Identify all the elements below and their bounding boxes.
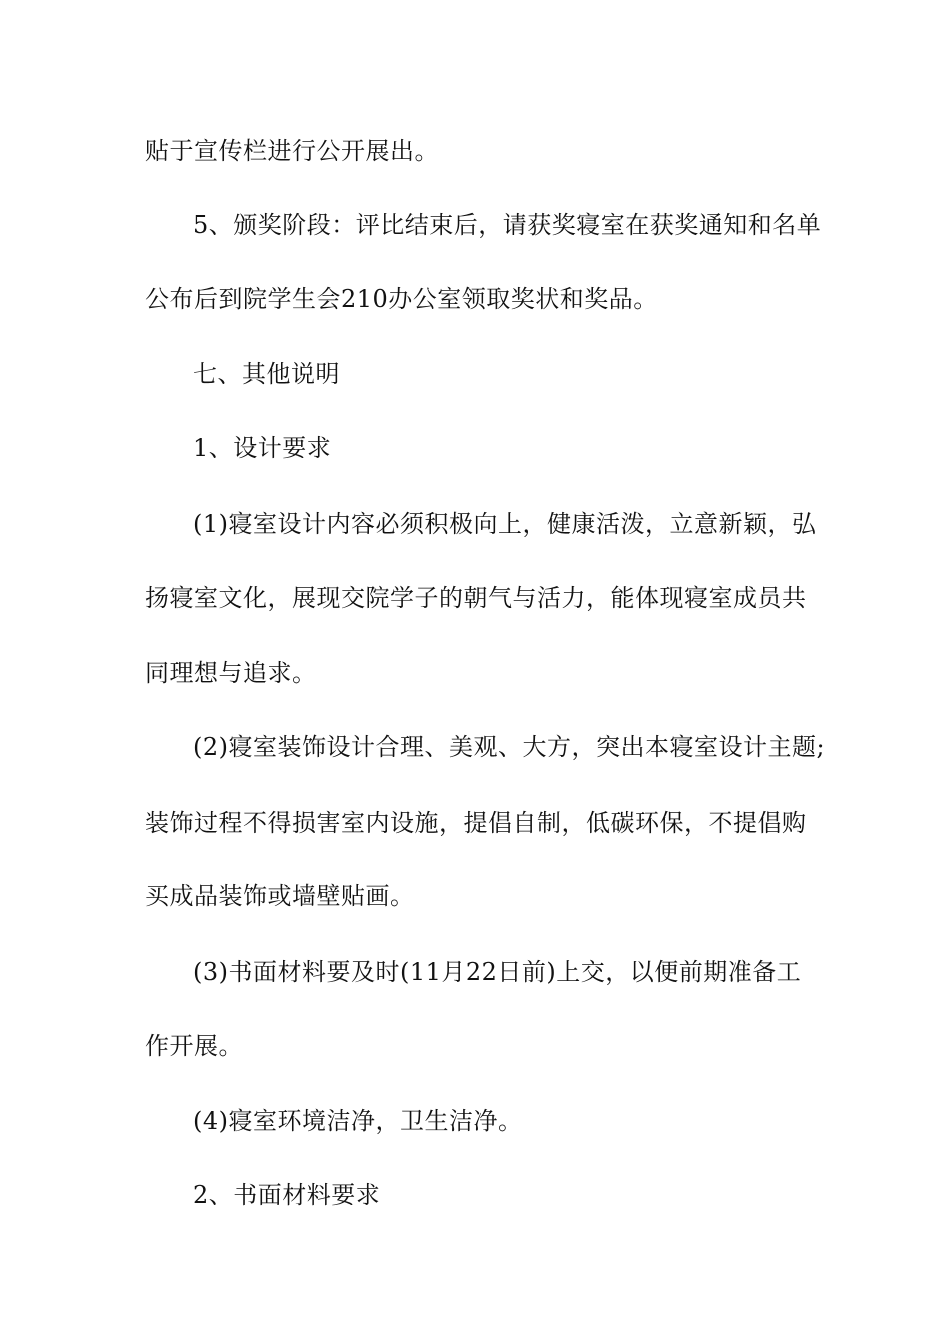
paragraph-line: 贴于宣传栏进行公开展出。 (145, 137, 439, 165)
paragraph-line: (3)书面材料要及时(11月22日前)上交，以便前期准备工 (193, 958, 802, 986)
paragraph-line: 装饰过程不得损害室内设施，提倡自制，低碳环保，不提倡购 (145, 809, 807, 837)
paragraph-line: 作开展。 (145, 1032, 243, 1060)
paragraph-line: 同理想与追求。 (145, 659, 317, 687)
section-heading: 七、其他说明 (193, 360, 340, 388)
paragraph-line: 5、颁奖阶段：评比结束后，请获奖寝室在获奖通知和名单 (193, 211, 822, 239)
paragraph-line: 扬寝室文化，展现交院学子的朝气与活力，能体现寝室成员共 (145, 584, 807, 612)
subsection-heading: 2、书面材料要求 (193, 1181, 381, 1209)
paragraph-line: 公布后到院学生会210办公室领取奖状和奖品。 (145, 285, 658, 313)
paragraph-line: (4)寝室环境洁净，卫生洁净。 (193, 1107, 523, 1135)
subsection-heading: 1、设计要求 (193, 434, 332, 462)
paragraph-line: (1)寝室设计内容必须积极向上，健康活泼，立意新颖，弘 (193, 510, 817, 538)
paragraph-line: (2)寝室装饰设计合理、美观、大方，突出本寝室设计主题; (193, 733, 826, 761)
paragraph-line: 买成品装饰或墙壁贴画。 (145, 882, 415, 910)
